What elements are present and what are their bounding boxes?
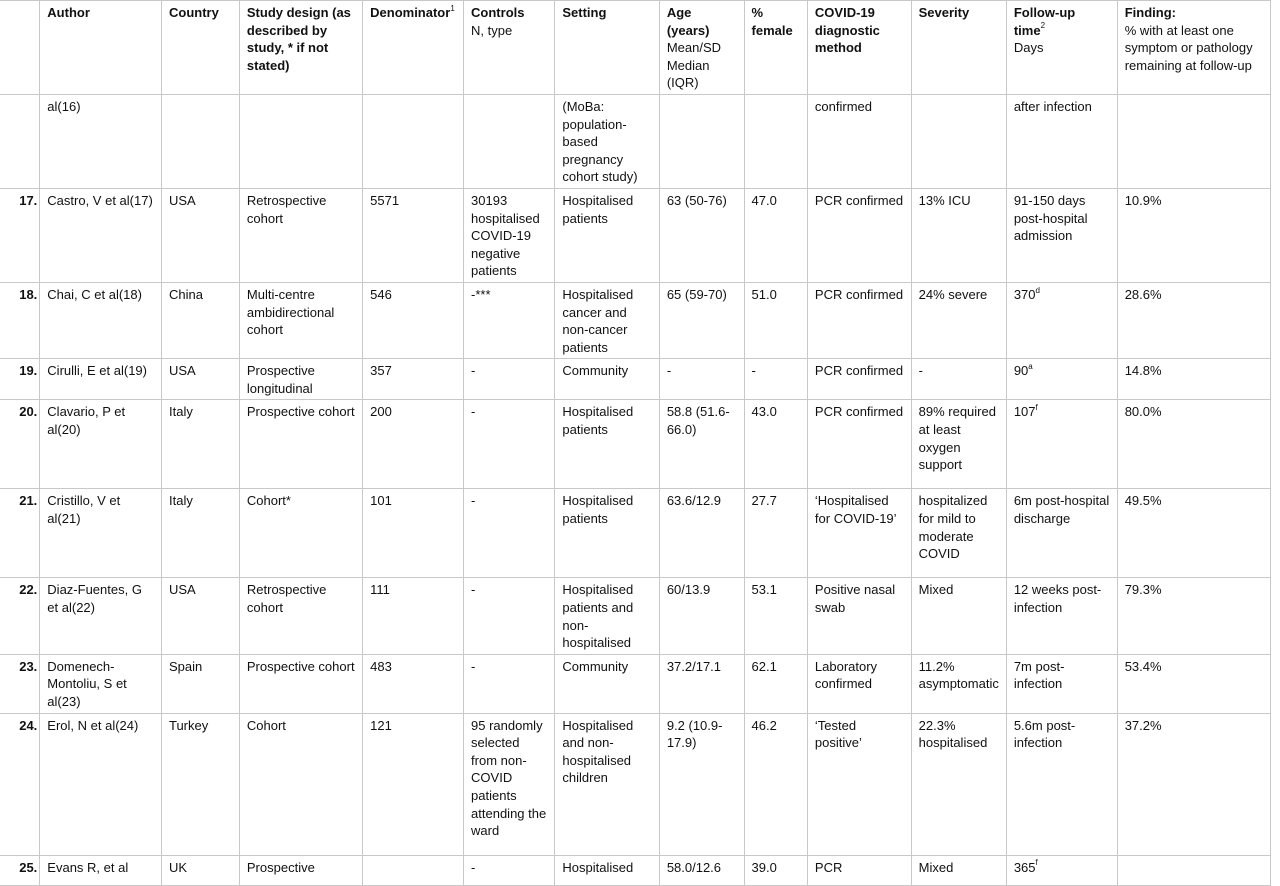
controls-cell: -*** [464,282,555,358]
denominator-cell: 121 [363,713,464,855]
denominator-cell [363,855,464,885]
follow-up-cell: 7m post-infection [1006,654,1117,713]
follow-up-cell: 107$^f$ [1006,400,1117,489]
row-number: 18. [0,282,40,358]
setting-cell: Hospitalised and non-hospitalised children [555,713,659,855]
study-design-cell [239,94,362,188]
denominator-cell [363,94,464,188]
setting-cell: Community [555,359,659,400]
setting-cell: Community [555,654,659,713]
author-cell: Cristillo, V et al(21) [40,489,162,578]
female-percent-cell: - [744,359,807,400]
severity-cell: 22.3% hospitalised [911,713,1006,855]
author-cell: Diaz-Fuentes, G et al(22) [40,578,162,654]
table-row [0,713,1271,855]
author-cell: Cirulli, E et al(19) [40,359,162,400]
female-percent-cell: 27.7 [744,489,807,578]
study-design-cell: Prospective longitudinal [239,359,362,400]
severity-cell: - [911,359,1006,400]
setting-cell: Hospitalised cancer and non-cancer patients [555,282,659,358]
row-number: 23. [0,654,40,713]
controls-cell: - [464,489,555,578]
denominator-cell: 200 [363,400,464,489]
author-cell: Clavario, P et al(20) [40,400,162,489]
female-percent-cell: 43.0 [744,400,807,489]
country-cell [161,94,239,188]
controls-cell: - [464,578,555,654]
diagnostic-method-cell: PCR [807,855,911,885]
study-design-cell: Retrospective cohort [239,188,362,282]
follow-up-cell: 370$^d$ [1006,282,1117,358]
header-country: Country [161,1,239,95]
severity-cell: 11.2% asymptomatic [911,654,1006,713]
table-row [0,94,1271,188]
author-cell: Domenech-Montoliu, S et al(23) [40,654,162,713]
finding-cell: 49.5% [1117,489,1270,578]
age-cell: 65 (59-70) [659,282,744,358]
row-number: 22. [0,578,40,654]
diagnostic-method-cell: PCR confirmed [807,188,911,282]
follow-up-footnote-mark: f [1035,403,1038,413]
controls-cell: - [464,855,555,885]
table-row [0,188,1271,282]
finding-cell: 79.3% [1117,578,1270,654]
age-cell [659,94,744,188]
female-percent-cell: 39.0 [744,855,807,885]
diagnostic-method-cell: PCR confirmed [807,359,911,400]
diagnostic-method-cell: ‘Tested positive’ [807,713,911,855]
female-percent-cell [744,94,807,188]
diagnostic-method-cell: ‘Hospitalised for COVID-19’ [807,489,911,578]
severity-cell: 13% ICU [911,188,1006,282]
author-cell: Evans R, et al [40,855,162,885]
finding-cell: 10.9% [1117,188,1270,282]
finding-cell: 28.6% [1117,282,1270,358]
finding-cell: 80.0% [1117,400,1270,489]
follow-up-cell: 91-150 days post-hospital admission [1006,188,1117,282]
table-row [0,489,1271,578]
diagnostic-method-cell: confirmed [807,94,911,188]
country-cell: Turkey [161,713,239,855]
follow-up-cell: 5.6m post-infection [1006,713,1117,855]
header-follow-up: Follow-up time$^2$ Days [1006,1,1117,95]
study-design-cell: Retrospective cohort [239,578,362,654]
country-cell: Italy [161,489,239,578]
controls-cell: - [464,400,555,489]
diagnostic-method-cell: Positive nasal swab [807,578,911,654]
follow-up-cell: 365$^f$ [1006,855,1117,885]
country-cell: USA [161,188,239,282]
author-cell: al(16) [40,94,162,188]
controls-cell: - [464,654,555,713]
header-denominator: Denominator$^1$ [363,1,464,95]
age-cell: 63.6/12.9 [659,489,744,578]
follow-up-footnote-mark: 2 [1040,21,1046,31]
controls-cell [464,94,555,188]
row-number: 24. [0,713,40,855]
age-cell: 37.2/17.1 [659,654,744,713]
header-controls: Controls N, type [464,1,555,95]
row-number: 20. [0,400,40,489]
study-design-cell: Cohort* [239,489,362,578]
denominator-cell: 357 [363,359,464,400]
study-design-cell: Prospective cohort [239,400,362,489]
header-setting: Setting [555,1,659,95]
author-cell: Castro, V et al(17) [40,188,162,282]
setting-cell: Hospitalised [555,855,659,885]
table-row [0,400,1271,489]
severity-cell: 89% required at least oxygen support [911,400,1006,489]
severity-cell: hospitalized for mild to moderate COVID [911,489,1006,578]
follow-up-footnote-mark: d [1035,285,1040,295]
country-cell: USA [161,578,239,654]
header-diagnostic-method: COVID-19 diagnostic method [807,1,911,95]
age-cell: 60/13.9 [659,578,744,654]
header-female: % female [744,1,807,95]
country-cell: China [161,282,239,358]
study-design-cell: Prospective cohort [239,654,362,713]
follow-up-cell: 90$^a$ [1006,359,1117,400]
denominator-cell: 111 [363,578,464,654]
female-percent-cell: 47.0 [744,188,807,282]
finding-cell: 53.4% [1117,654,1270,713]
table-row [0,654,1271,713]
severity-cell [911,94,1006,188]
row-number: 17. [0,188,40,282]
age-cell: 58.8 (51.6-66.0) [659,400,744,489]
study-design-cell: Prospective [239,855,362,885]
country-cell: Italy [161,400,239,489]
severity-cell: Mixed [911,855,1006,885]
age-cell: - [659,359,744,400]
denominator-cell: 483 [363,654,464,713]
setting-cell: Hospitalised patients [555,188,659,282]
header-row [0,1,1271,95]
controls-cell: 30193 hospitalised COVID-19 negative patients [464,188,555,282]
controls-cell: - [464,359,555,400]
setting-cell: Hospitalised patients [555,400,659,489]
denominator-footnote-mark: 1 [450,3,455,13]
header-study-design: Study design (as described by study, * if not stated) [239,1,362,95]
finding-cell: 14.8% [1117,359,1270,400]
age-cell: 58.0/12.6 [659,855,744,885]
country-cell: USA [161,359,239,400]
finding-cell [1117,94,1270,188]
study-design-cell: Multi-centre ambidirectional cohort [239,282,362,358]
female-percent-cell: 53.1 [744,578,807,654]
denominator-cell: 5571 [363,188,464,282]
female-percent-cell: 62.1 [744,654,807,713]
table-row [0,282,1271,358]
severity-cell: 24% severe [911,282,1006,358]
female-percent-cell: 51.0 [744,282,807,358]
header-number [0,1,40,95]
author-cell: Chai, C et al(18) [40,282,162,358]
setting-cell: Hospitalised patients [555,489,659,578]
row-number [0,94,40,188]
country-cell: UK [161,855,239,885]
table-row [0,855,1271,885]
finding-cell [1117,855,1270,885]
controls-cell: 95 randomly selected from non-COVID patients attending the ward [464,713,555,855]
author-cell: Erol, N et al(24) [40,713,162,855]
denominator-cell: 101 [363,489,464,578]
follow-up-cell: after infection [1006,94,1117,188]
diagnostic-method-cell: Laboratory confirmed [807,654,911,713]
follow-up-footnote-mark: f [1035,858,1038,868]
age-cell: 63 (50-76) [659,188,744,282]
follow-up-footnote-mark: a [1028,361,1033,371]
study-design-cell: Cohort [239,713,362,855]
follow-up-cell: 12 weeks post-infection [1006,578,1117,654]
diagnostic-method-cell: PCR confirmed [807,282,911,358]
table-row [0,359,1271,400]
row-number: 21. [0,489,40,578]
finding-cell: 37.2% [1117,713,1270,855]
follow-up-cell: 6m post-hospital discharge [1006,489,1117,578]
denominator-cell: 546 [363,282,464,358]
header-age: Age (years) Mean/SD Median (IQR) [659,1,744,95]
header-severity: Severity [911,1,1006,95]
female-percent-cell: 46.2 [744,713,807,855]
header-author: Author [40,1,162,95]
table-row [0,578,1271,654]
header-finding: Finding: % with at least one symptom or pathology remaining at follow-up [1117,1,1270,95]
age-cell: 9.2 (10.9-17.9) [659,713,744,855]
diagnostic-method-cell: PCR confirmed [807,400,911,489]
country-cell: Spain [161,654,239,713]
row-number: 25. [0,855,40,885]
setting-cell: Hospitalised patients and non-hospitalised [555,578,659,654]
row-number: 19. [0,359,40,400]
severity-cell: Mixed [911,578,1006,654]
setting-cell: (MoBa: population-based pregnancy cohort study) [555,94,659,188]
